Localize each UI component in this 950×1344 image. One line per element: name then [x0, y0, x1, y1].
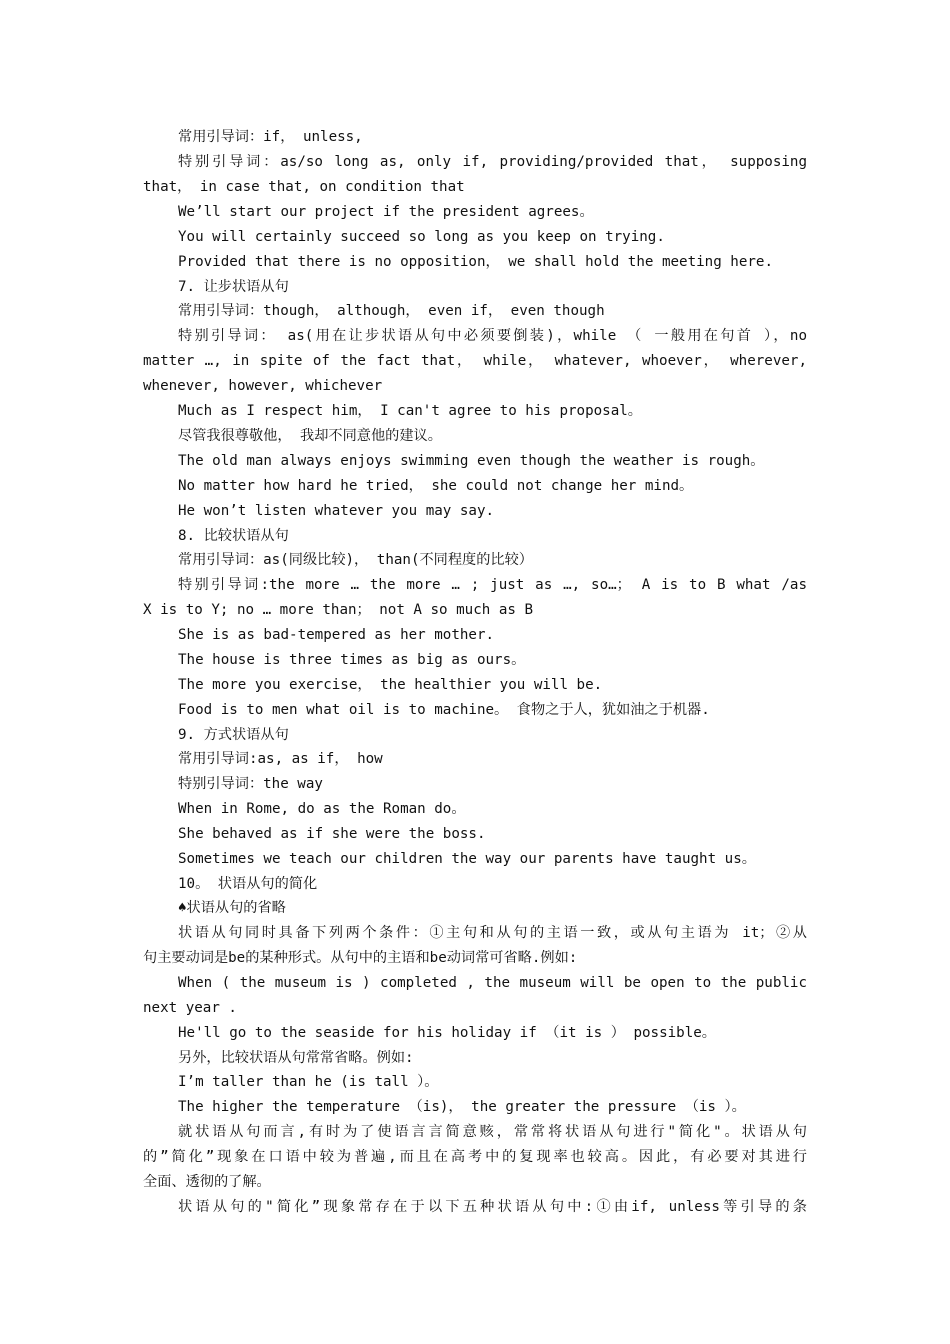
- section-heading: 7. 让步状语从句: [178, 279, 289, 295]
- text-line: The more you exercise， the healthier you will be.: [178, 677, 603, 693]
- subsection-heading: ♠状语从句的省略: [178, 900, 286, 916]
- section-heading: 9. 方式状语从句: [178, 727, 289, 743]
- text-line: She is as bad-tempered as her mother.: [178, 627, 495, 643]
- section-heading: 10。 状语从句的简化: [178, 876, 318, 892]
- text-line: The old man always enjoys swimming even though the weather is rough。: [178, 453, 765, 469]
- text-line: 另外，比较状语从句常常省略。例如:: [178, 1050, 414, 1066]
- text-line: The higher the temperature （is)， the greater the pressure （is ）。: [178, 1099, 746, 1115]
- text-line: 句主要动词是be的某种形式。从句中的主语和be动词常可省略.例如:: [143, 950, 578, 966]
- text-line: next year .: [143, 1000, 237, 1016]
- text-line: matter …, in spite of the fact that， while， whatever, whoever， wherever,: [143, 353, 807, 369]
- section-heading: 8. 比较状语从句: [178, 528, 289, 544]
- text-line: whenever, however, whichever: [143, 378, 383, 394]
- text-line: When ( the museum is ) completed , the museum will be open to the public: [178, 975, 807, 991]
- text-line: 特别引导词：as/so long as, only if, providing/provided that， supposing: [178, 154, 807, 170]
- text-line: 的”简化”现象在口语中较为普遍,而且在高考中的复现率也较高。因此，有必要对其进行: [143, 1149, 807, 1165]
- text-line: X is to Y; no … more than； not A so much as B: [143, 602, 534, 618]
- text-line: Food is to men what oil is to machine。 食物之于人，犹如油之于机器.: [178, 702, 710, 718]
- text-line: She behaved as if she were the boss.: [178, 826, 486, 842]
- text-line: I’m taller than he (is tall ）。: [178, 1074, 439, 1090]
- text-line: Provided that there is no opposition， we shall hold the meeting here.: [178, 254, 774, 270]
- text-line: You will certainly succeed so long as you keep on trying.: [178, 229, 665, 245]
- text-line: that， in case that, on condition that: [143, 179, 465, 195]
- text-line: Sometimes we teach our children the way our parents have taught us。: [178, 851, 756, 867]
- text-line: 常用引导词：if， unless,: [178, 129, 363, 145]
- text-line: No matter how hard he tried， she could not change her mind。: [178, 478, 694, 494]
- text-line: We’ll start our project if the president agrees。: [178, 204, 594, 220]
- text-line: 状语从句的"简化”现象常存在于以下五种状语从句中:①由if, unless等引导的条: [178, 1199, 807, 1215]
- text-line: 常用引导词：though， although， even if， even though: [178, 303, 605, 319]
- text-line: 常用引导词：as(同级比较)， than(不同程度的比较）: [178, 552, 533, 568]
- text-line: 特别引导词:the more … the more … ; just as …, so…； A is to B what /as: [178, 577, 807, 593]
- text-line: 全面、透彻的了解。: [143, 1174, 271, 1190]
- text-line: 特别引导词：the way: [178, 776, 323, 792]
- text-line: 常用引导词:as, as if， how: [178, 751, 383, 767]
- text-line: When in Rome, do as the Roman do。: [178, 801, 466, 817]
- text-line: 特别引导词： as(用在让步状语从句中必须要倒装)，while （ 一般用在句首 ），no: [178, 328, 807, 344]
- text-line: He won’t listen whatever you may say.: [178, 503, 495, 519]
- text-line: The house is three times as big as ours。: [178, 652, 526, 668]
- text-line: 状语从句同时具备下列两个条件：①主句和从句的主语一致，或从句主语为 it；②从: [178, 925, 807, 941]
- text-line: 就状语从句而言,有时为了使语言言简意赅，常常将状语从句进行"简化"。状语从句: [178, 1124, 807, 1140]
- text-line: He'll go to the seaside for his holiday if （it is ） possible。: [178, 1025, 716, 1041]
- text-line: Much as I respect him， I can't agree to his proposal。: [178, 403, 642, 419]
- text-line: 尽管我很尊敬他， 我却不同意他的建议。: [178, 428, 442, 444]
